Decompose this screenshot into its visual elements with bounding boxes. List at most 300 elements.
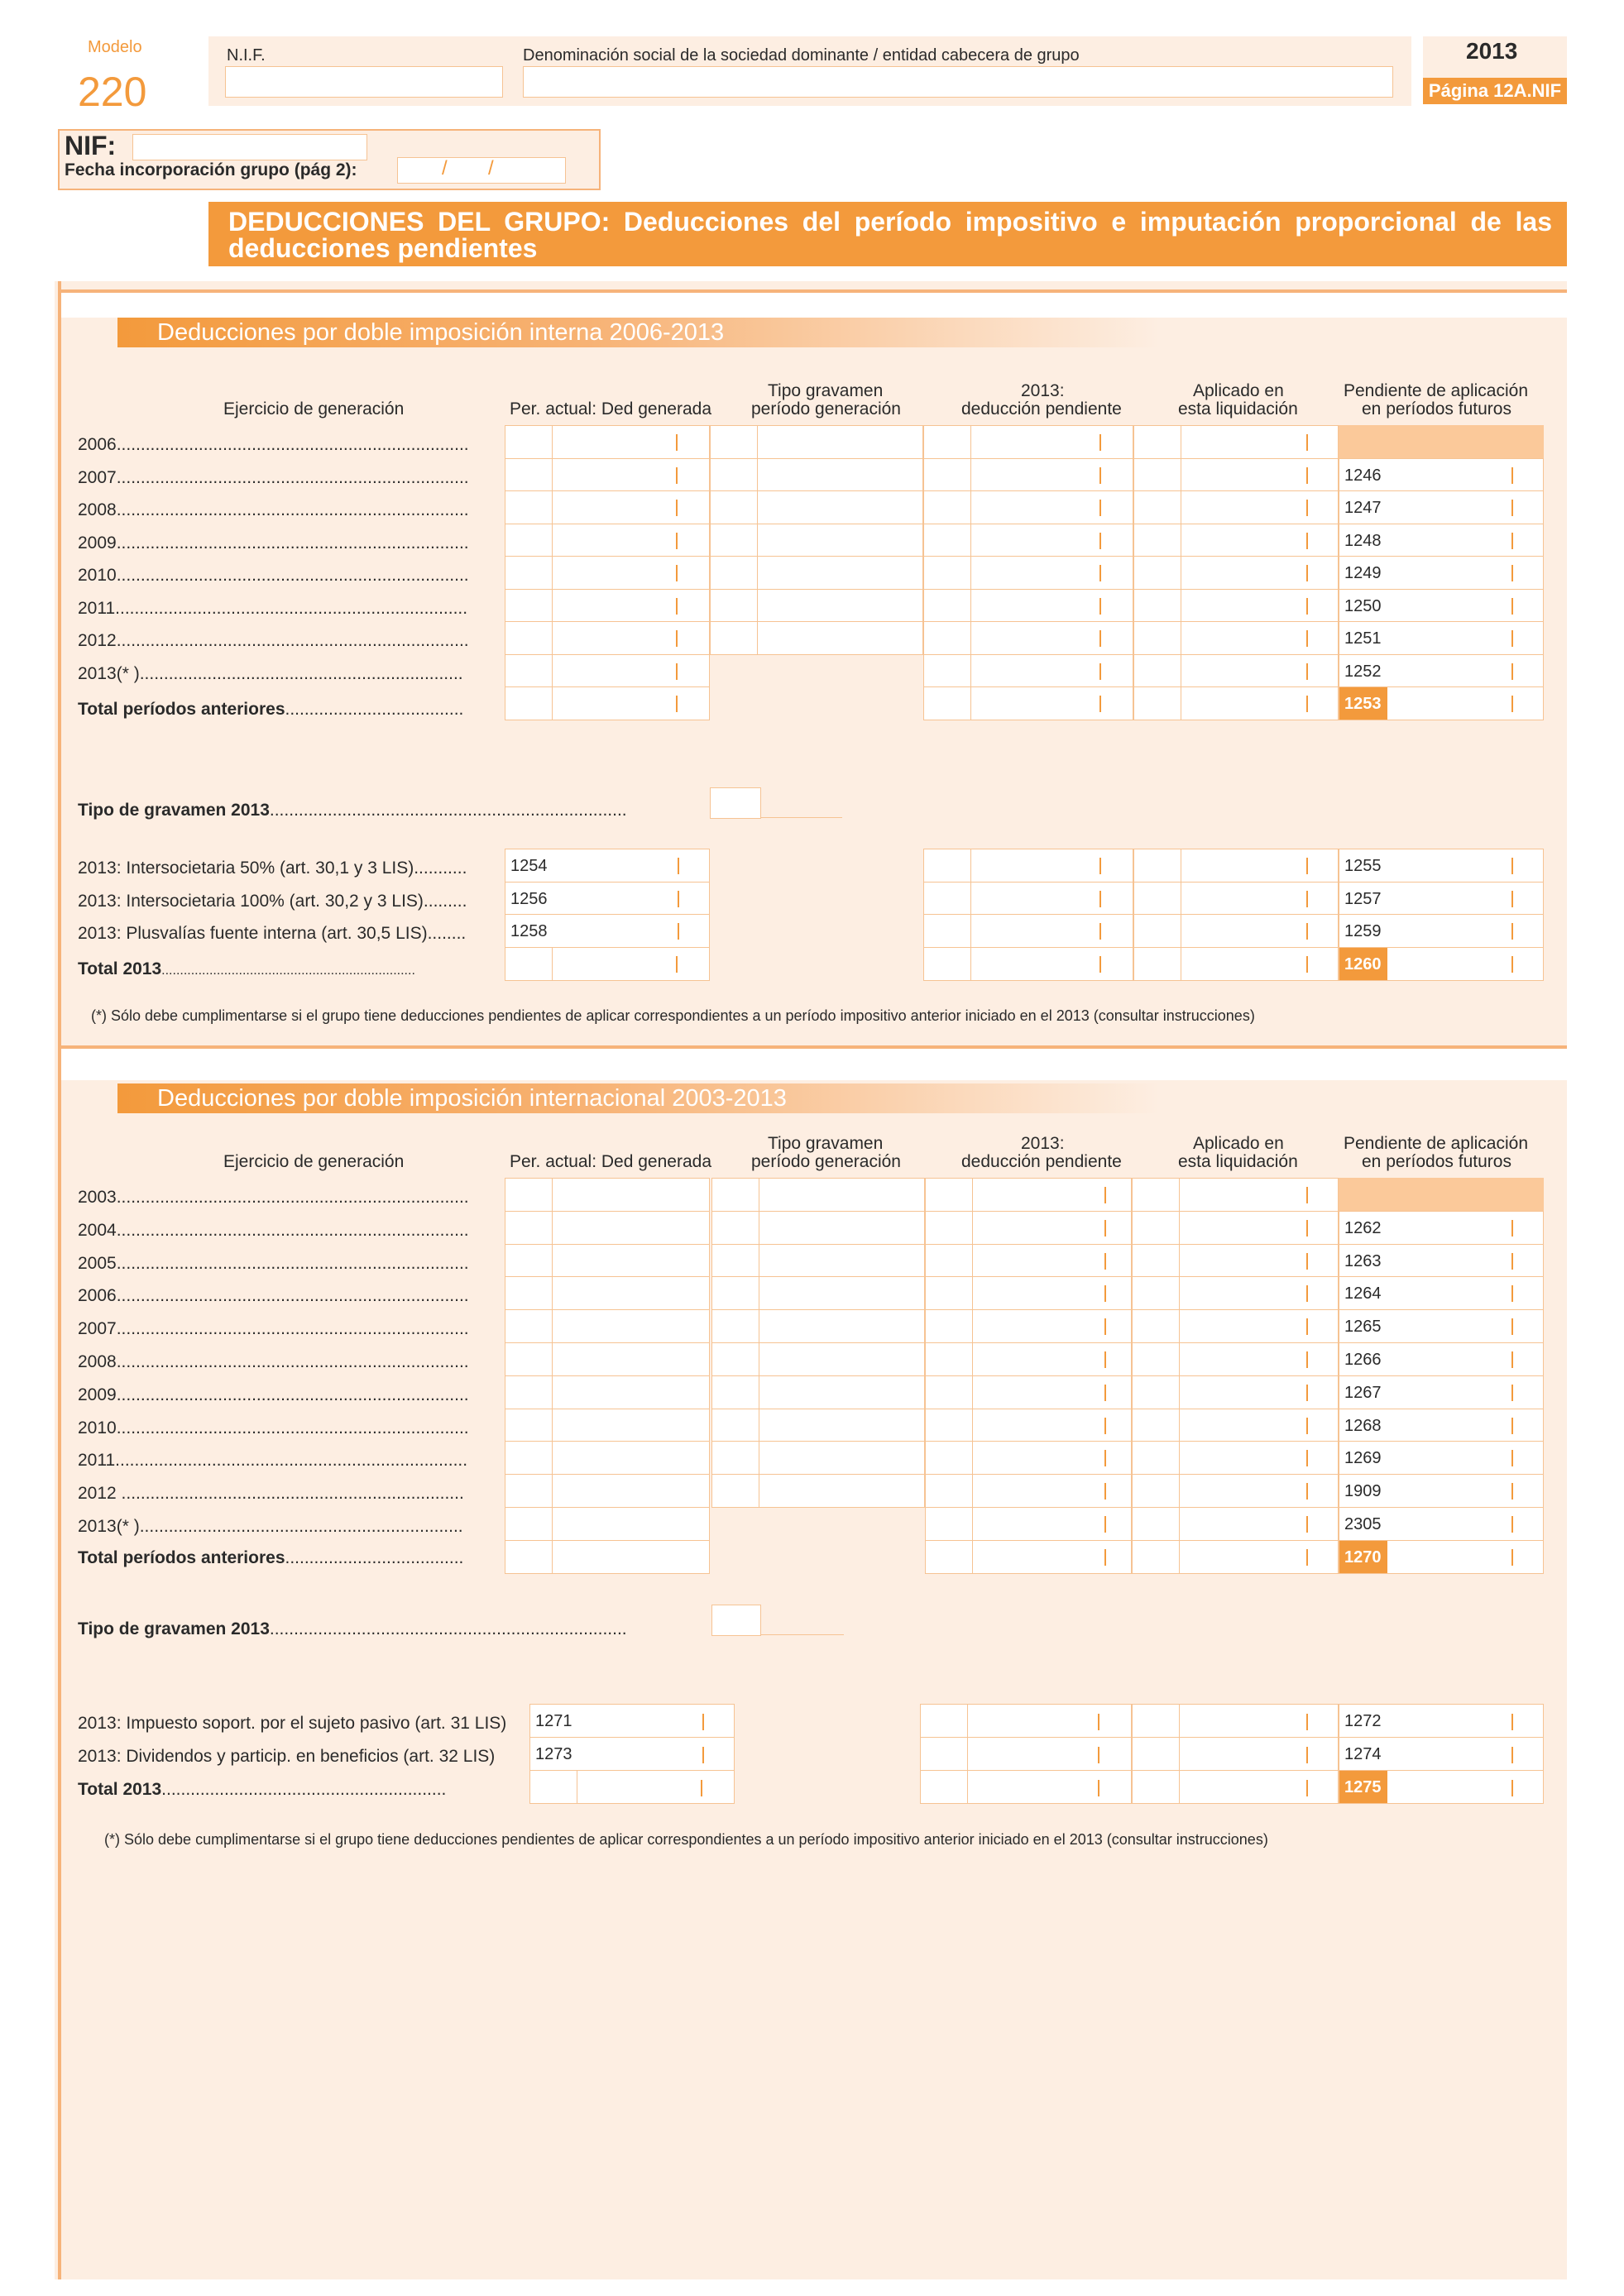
s1-tipo-dots: ..........................................................................	[269, 801, 627, 820]
s1-2013-aplicado-tick	[1306, 891, 1308, 907]
s1-deduccion-pendiente-input[interactable]	[923, 490, 1133, 524]
s2-aplicado-input-cell-divider	[1179, 1442, 1180, 1474]
s2-tipo-periodo-input[interactable]	[711, 1474, 925, 1508]
s1-per-actual-input[interactable]	[505, 458, 710, 492]
s2-per-actual-input[interactable]	[505, 1342, 710, 1376]
s2-total2013-deduccion[interactable]	[920, 1770, 1132, 1804]
s1-2013-ded-generada[interactable]	[505, 914, 710, 948]
s2-aplicado-input-tick	[1306, 1418, 1308, 1434]
s2-pendiente-input[interactable]	[1339, 1244, 1544, 1278]
s2-2013-aplicado-cell-divider	[1179, 1738, 1180, 1770]
s2-pendiente-input-tick	[1511, 1253, 1513, 1270]
s2-tipo-underline	[761, 1634, 844, 1635]
s2-pendiente-input-tick	[1511, 1385, 1513, 1401]
s2-aplicado-input[interactable]	[1132, 1507, 1339, 1541]
s1-total2013-ded-generada-cell-divider	[552, 948, 553, 980]
nif-block-input[interactable]	[132, 134, 367, 160]
s1-total-per-actual[interactable]	[505, 686, 710, 720]
s2-total2013-label	[78, 1780, 446, 1800]
s1-per-actual-input-cell-divider	[552, 426, 553, 458]
s2-2013-aplicado[interactable]	[1132, 1704, 1339, 1738]
nif-input[interactable]	[225, 66, 503, 98]
s1-2013-deduccion-tick	[1099, 891, 1101, 907]
s1-total2013-text: Total 2013	[78, 959, 162, 978]
s1-col-ejercicio: Ejercicio de generación	[223, 399, 405, 419]
s1-deduccion-pendiente-input-tick	[1099, 598, 1101, 615]
s1-tipo-input[interactable]	[710, 787, 761, 819]
s1-pendiente-input-code: 1251	[1344, 629, 1382, 648]
s1-per-actual-input[interactable]	[505, 490, 710, 524]
s2-total-per-actual-cell-divider	[552, 1541, 553, 1573]
s2-pendiente-input[interactable]	[1339, 1211, 1544, 1245]
s2-deduccion-pendiente-input[interactable]	[925, 1244, 1132, 1278]
s1-deduccion-pendiente-input-tick	[1099, 663, 1101, 680]
s1-total2013-pendiente[interactable]	[1339, 947, 1544, 981]
s2-2013-row-label: 2013: Dividendos y particip. en beneficios (art. 32 LIS)	[78, 1747, 496, 1766]
s1-pendiente-input-tick	[1511, 565, 1513, 581]
s1-deduccion-pendiente-input-tick	[1099, 565, 1101, 581]
s2-2013-aplicado-tick	[1306, 1747, 1308, 1763]
s2-2013-pendiente-tick	[1511, 1714, 1513, 1730]
s1-col-pendiente-1: Pendiente de aplicación	[1344, 381, 1529, 400]
s1-per-actual-input[interactable]	[505, 589, 710, 623]
s1-pendiente-input[interactable]	[1339, 556, 1544, 590]
s2-deduccion-pendiente-input[interactable]	[925, 1342, 1132, 1376]
s2-col-pendiente-1: Pendiente de aplicación	[1344, 1134, 1529, 1153]
s1-2013-pendiente-code: 1259	[1344, 922, 1382, 940]
s2-tipo-periodo-input[interactable]	[711, 1375, 925, 1409]
s1-total2013-deduccion-tick	[1099, 956, 1101, 973]
page-label: Página 12A.NIF	[1423, 78, 1567, 104]
s1-aplicado-input-tick	[1306, 598, 1308, 615]
s2-tipo-periodo-input[interactable]	[711, 1276, 925, 1310]
s1-2013-ded-generada-tick	[678, 923, 679, 940]
s1-col-aplicado-1: Aplicado en	[1193, 381, 1284, 400]
s2-2013-ded-generada[interactable]	[529, 1704, 735, 1738]
s2-pendiente-input[interactable]	[1339, 1375, 1544, 1409]
s1-deduccion-pendiente-input-tick	[1099, 500, 1101, 516]
s1-2013-pendiente[interactable]	[1339, 849, 1544, 883]
s2-per-actual-input-cell-divider	[552, 1475, 553, 1507]
s1-total-deduccion[interactable]	[923, 686, 1133, 720]
s2-per-actual-input[interactable]	[505, 1276, 710, 1310]
s2-aplicado-input-cell-divider	[1179, 1343, 1180, 1375]
s2-total2013-dots: ...........................................................	[161, 1780, 447, 1799]
s2-aplicado-input[interactable]	[1132, 1441, 1339, 1475]
s1-2013-aplicado[interactable]	[1133, 882, 1339, 916]
s2-aplicado-input-tick	[1306, 1385, 1308, 1401]
s2-2013-deduccion-tick	[1098, 1714, 1099, 1730]
s2-pendiente-input[interactable]	[1339, 1474, 1544, 1508]
nif-block-label: NIF:	[65, 131, 117, 160]
s2-aplicado-input[interactable]	[1132, 1309, 1339, 1343]
s2-pendiente-input-tick	[1511, 1351, 1513, 1368]
s2-row-label: 2008.........................................................................	[78, 1352, 469, 1371]
s2-total-deduccion[interactable]	[925, 1540, 1132, 1574]
s1-row-label: 2011.........................................................................	[78, 599, 468, 618]
s2-row-label: 2006.........................................................................	[78, 1286, 469, 1305]
s2-tipo-periodo-input[interactable]	[711, 1342, 925, 1376]
s2-aplicado-input-cell-divider	[1179, 1409, 1180, 1442]
s2-deduccion-pendiente-input-tick	[1104, 1318, 1106, 1335]
s1-deduccion-pendiente-input-tick	[1099, 533, 1101, 549]
s1-row-label: 2012.........................................................................	[78, 631, 469, 650]
s1-per-actual-input-tick	[676, 663, 678, 680]
s2-pendiente-input-code: 1267	[1344, 1384, 1382, 1402]
s2-tipo-periodo-input[interactable]	[711, 1441, 925, 1475]
s1-aplicado-input[interactable]	[1133, 524, 1339, 557]
s2-deduccion-pendiente-input[interactable]	[925, 1276, 1132, 1310]
s1-deduccion-pendiente-input-tick	[1099, 434, 1101, 451]
s1-total2013-aplicado[interactable]	[1133, 947, 1339, 981]
s2-per-actual-input[interactable]	[505, 1244, 710, 1278]
s1-total-deduccion-cell-divider	[970, 687, 971, 720]
s2-deduccion-pendiente-input-cell-divider	[972, 1343, 973, 1375]
s2-deduccion-pendiente-input-cell-divider	[972, 1310, 973, 1342]
s2-pendiente-input-tick	[1511, 1418, 1513, 1434]
s1-total2013-deduccion-cell-divider	[970, 948, 971, 980]
s1-aplicado-input-tick	[1306, 467, 1308, 484]
s2-2013-pendiente[interactable]	[1339, 1737, 1544, 1771]
s2-row-label: 2009.........................................................................	[78, 1385, 469, 1404]
s2-per-actual-input[interactable]	[505, 1375, 710, 1409]
s2-tipo-input[interactable]	[711, 1605, 761, 1636]
s1-row-label: 2007.........................................................................	[78, 468, 469, 487]
s1-2013-aplicado-tick	[1306, 923, 1308, 940]
s1-tipo-underline	[761, 817, 842, 818]
s2-pendiente-input[interactable]	[1339, 1409, 1544, 1442]
s1-total2013-pendiente-code: 1260	[1339, 948, 1387, 980]
s1-per-actual-input-tick	[676, 630, 678, 647]
s2-deduccion-pendiente-input-tick	[1104, 1253, 1106, 1270]
s1-total-per-actual-cell-divider	[552, 687, 553, 720]
s1-pendiente-input[interactable]	[1339, 589, 1544, 623]
s1-deduccion-pendiente-input-cell-divider	[970, 524, 971, 557]
s1-tipo-periodo-input-cell-divider	[757, 524, 758, 557]
s2-deduccion-pendiente-input[interactable]	[925, 1178, 1132, 1212]
s2-aplicado-input-tick	[1306, 1285, 1308, 1302]
s2-deduccion-pendiente-input-cell-divider	[972, 1508, 973, 1540]
s2-2013-deduccion[interactable]	[920, 1737, 1132, 1771]
s1-tipo-periodo-input[interactable]	[710, 458, 923, 492]
s2-aplicado-input[interactable]	[1132, 1342, 1339, 1376]
s1-aplicado-input[interactable]	[1133, 490, 1339, 524]
s1-pendiente-input-code: 1247	[1344, 499, 1382, 517]
s1-2013-pendiente-code: 1257	[1344, 890, 1382, 908]
s2-pendiente-input[interactable]	[1339, 1507, 1544, 1541]
form-left-rule	[58, 281, 61, 2279]
s2-2013-pendiente-tick	[1511, 1747, 1513, 1763]
s1-pendiente-input[interactable]	[1339, 490, 1544, 524]
s1-pendiente-input-code: 1246	[1344, 466, 1382, 485]
s2-pendiente-input-code: 1262	[1344, 1219, 1382, 1237]
s1-aplicado-input-tick	[1306, 533, 1308, 549]
s1-2013-row-label: 2013: Intersocietaria 100% (art. 30,2 y 3 LIS).........	[78, 892, 467, 911]
s1-total-pendiente-tick	[1511, 696, 1513, 712]
s1-total-aplicado[interactable]	[1133, 686, 1339, 720]
s2-deduccion-pendiente-input-tick	[1104, 1385, 1106, 1401]
s2-total-aplicado-tick	[1306, 1549, 1308, 1566]
s1-deduccion-pendiente-input[interactable]	[923, 654, 1133, 688]
s1-2013-pendiente[interactable]	[1339, 914, 1544, 948]
s2-deduccion-pendiente-input-tick	[1104, 1187, 1106, 1203]
s1-tipo-label	[78, 801, 627, 820]
s2-per-actual-input-cell-divider	[552, 1245, 553, 1277]
s2-pendiente-input[interactable]	[1339, 1441, 1544, 1475]
s2-tipo-periodo-input[interactable]	[711, 1178, 925, 1212]
s2-deduccion-pendiente-input-tick	[1104, 1220, 1106, 1236]
s2-per-actual-input[interactable]	[505, 1211, 710, 1245]
s1-2013-ded-generada-tick	[678, 891, 679, 907]
s2-col-ejercicio: Ejercicio de generación	[223, 1152, 405, 1171]
s1-per-actual-input-tick	[676, 467, 678, 484]
s2-aplicado-input-tick	[1306, 1450, 1308, 1466]
s2-2013-ded-generada-code: 1273	[535, 1745, 572, 1763]
section2-top-gap	[61, 1049, 1567, 1080]
s2-tipo-periodo-input[interactable]	[711, 1211, 925, 1245]
s1-total-dots: .....................................	[285, 700, 464, 719]
s1-tipo-periodo-input-cell-divider	[757, 491, 758, 524]
s2-2013-aplicado[interactable]	[1132, 1737, 1339, 1771]
s1-deduccion-pendiente-input[interactable]	[923, 425, 1133, 459]
s2-pendiente-input-tick	[1511, 1318, 1513, 1335]
s1-2013-deduccion[interactable]	[923, 882, 1133, 916]
s2-per-actual-input-cell-divider	[552, 1409, 553, 1442]
s2-pendiente-input-tick	[1511, 1285, 1513, 1302]
s1-total2013-pendiente-tick	[1511, 956, 1513, 973]
s1-total-pendiente[interactable]	[1339, 686, 1544, 720]
s1-total-pendiente-code: 1253	[1339, 687, 1387, 720]
s2-per-actual-input[interactable]	[505, 1178, 710, 1212]
s1-tipo-periodo-input[interactable]	[710, 621, 923, 655]
s1-2013-deduccion-cell-divider	[970, 849, 971, 882]
s1-pendiente-input[interactable]	[1339, 458, 1544, 492]
s1-deduccion-pendiente-input-cell-divider	[970, 459, 971, 491]
s2-pendiente-input-tick	[1511, 1220, 1513, 1236]
s1-pendiente-input[interactable]	[1339, 654, 1544, 688]
s2-tipo-periodo-input[interactable]	[711, 1309, 925, 1343]
s2-pendiente-input-tick	[1511, 1483, 1513, 1500]
s1-tipo-periodo-input-cell-divider	[757, 590, 758, 622]
s2-2013-ded-generada-tick	[702, 1714, 704, 1730]
s1-tipo-periodo-input[interactable]	[710, 589, 923, 623]
s2-pendiente-input[interactable]	[1339, 1276, 1544, 1310]
s1-total2013-ded-generada-tick	[676, 956, 678, 973]
s2-total-pendiente[interactable]	[1339, 1540, 1544, 1574]
s2-deduccion-pendiente-input-cell-divider	[972, 1245, 973, 1277]
s2-total-dots: .....................................	[285, 1548, 464, 1567]
s2-aplicado-input[interactable]	[1132, 1409, 1339, 1442]
s2-total2013-pendiente[interactable]	[1339, 1770, 1544, 1804]
s1-per-actual-input-tick	[676, 500, 678, 516]
fecha-incorporacion-input[interactable]	[397, 157, 566, 184]
s1-tipo-periodo-input[interactable]	[710, 524, 923, 557]
s2-aplicado-input[interactable]	[1132, 1375, 1339, 1409]
s1-aplicado-input[interactable]	[1133, 458, 1339, 492]
s2-pendiente-input[interactable]	[1339, 1309, 1544, 1343]
s2-aplicado-input-cell-divider	[1179, 1212, 1180, 1244]
s1-deduccion-pendiente-input[interactable]	[923, 621, 1133, 655]
s1-tipo-periodo-input[interactable]	[710, 556, 923, 590]
s1-per-actual-input[interactable]	[505, 654, 710, 688]
s2-aplicado-input[interactable]	[1132, 1474, 1339, 1508]
s1-aplicado-input-tick	[1306, 630, 1308, 647]
s1-per-actual-input-cell-divider	[552, 557, 553, 589]
s2-total-per-actual[interactable]	[505, 1540, 710, 1574]
s2-tipo-periodo-input[interactable]	[711, 1409, 925, 1442]
s1-deduccion-pendiente-input-cell-divider	[970, 590, 971, 622]
s1-tipo-periodo-input[interactable]	[710, 490, 923, 524]
s1-2013-ded-generada-code: 1254	[510, 857, 548, 875]
section1-top-gap	[61, 293, 1567, 318]
s2-per-actual-input-cell-divider	[552, 1310, 553, 1342]
s1-tipo-periodo-input[interactable]	[710, 425, 923, 459]
s2-deduccion-pendiente-input-cell-divider	[972, 1376, 973, 1409]
s1-deduccion-pendiente-input-cell-divider	[970, 622, 971, 654]
s2-aplicado-input-cell-divider	[1179, 1245, 1180, 1277]
s2-total2013-ded-generada[interactable]	[529, 1770, 735, 1804]
s1-pendiente-input[interactable]	[1339, 524, 1544, 557]
s1-per-actual-input[interactable]	[505, 524, 710, 557]
s2-total-aplicado[interactable]	[1132, 1540, 1339, 1574]
date-separator-2: /	[488, 157, 494, 179]
s2-per-actual-input[interactable]	[505, 1507, 710, 1541]
s1-total-label	[78, 700, 463, 720]
s1-aplicado-input[interactable]	[1133, 556, 1339, 590]
s2-aplicado-input[interactable]	[1132, 1244, 1339, 1278]
s2-per-actual-input[interactable]	[505, 1441, 710, 1475]
s2-per-actual-input[interactable]	[505, 1409, 710, 1442]
s1-2013-ded-generada[interactable]	[505, 849, 710, 883]
s1-deduccion-pendiente-input-tick	[1099, 630, 1101, 647]
s2-pendiente-input[interactable]	[1339, 1342, 1544, 1376]
s1-deduccion-pendiente-input-cell-divider	[970, 491, 971, 524]
s2-deduccion-pendiente-input[interactable]	[925, 1507, 1132, 1541]
s1-per-actual-input[interactable]	[505, 621, 710, 655]
s2-deduccion-pendiente-input-cell-divider	[972, 1409, 973, 1442]
modelo-label: Modelo	[88, 38, 142, 56]
s2-pendiente-input-code: 1264	[1344, 1284, 1382, 1303]
s1-2013-deduccion[interactable]	[923, 914, 1133, 948]
s2-pendiente-input-code: 1269	[1344, 1449, 1382, 1467]
s1-per-actual-input-cell-divider	[552, 655, 553, 687]
s2-pendiente-input-code: 1265	[1344, 1318, 1382, 1336]
s2-deduccion-pendiente-input[interactable]	[925, 1409, 1132, 1442]
s1-per-actual-input-cell-divider	[552, 524, 553, 557]
s1-2013-deduccion-cell-divider	[970, 915, 971, 947]
s2-deduccion-pendiente-input[interactable]	[925, 1309, 1132, 1343]
s2-per-actual-input-cell-divider	[552, 1212, 553, 1244]
s1-per-actual-input-tick	[676, 533, 678, 549]
s1-total2013-deduccion[interactable]	[923, 947, 1133, 981]
s1-per-actual-input-tick	[676, 598, 678, 615]
s2-deduccion-pendiente-input-tick	[1104, 1285, 1106, 1302]
s2-deduccion-pendiente-input[interactable]	[925, 1474, 1132, 1508]
s1-2013-pendiente-code: 1255	[1344, 857, 1382, 875]
s2-2013-ded-generada[interactable]	[529, 1737, 735, 1771]
s2-deduccion-pendiente-input[interactable]	[925, 1441, 1132, 1475]
s2-2013-deduccion[interactable]	[920, 1704, 1132, 1738]
s2-aplicado-input-cell-divider	[1179, 1376, 1180, 1409]
s1-2013-pendiente[interactable]	[1339, 882, 1544, 916]
s2-deduccion-pendiente-input[interactable]	[925, 1211, 1132, 1245]
s1-aplicado-input[interactable]	[1133, 654, 1339, 688]
s2-aplicado-input-cell-divider	[1179, 1310, 1180, 1342]
s1-2013-aplicado[interactable]	[1133, 849, 1339, 883]
s1-deduccion-pendiente-input-cell-divider	[970, 557, 971, 589]
s2-total2013-aplicado[interactable]	[1132, 1770, 1339, 1804]
s2-deduccion-pendiente-input-cell-divider	[972, 1277, 973, 1309]
s1-per-actual-input[interactable]	[505, 556, 710, 590]
s2-aplicado-input[interactable]	[1132, 1276, 1339, 1310]
s2-aplicado-input-tick	[1306, 1351, 1308, 1368]
s1-total-label-text: Total períodos anteriores	[78, 700, 285, 719]
s2-per-actual-input[interactable]	[505, 1309, 710, 1343]
s2-2013-pendiente-code: 1272	[1344, 1712, 1382, 1730]
s2-total-deduccion-tick	[1104, 1549, 1106, 1566]
s1-total2013-ded-generada[interactable]	[505, 947, 710, 981]
s1-pendiente-input-code: 1248	[1344, 532, 1382, 550]
s1-tipo-periodo-input-cell-divider	[757, 459, 758, 491]
s2-aplicado-input-tick	[1306, 1187, 1308, 1203]
s2-2013-pendiente[interactable]	[1339, 1704, 1544, 1738]
s1-aplicado-input[interactable]	[1133, 425, 1339, 459]
s1-deduccion-pendiente-input[interactable]	[923, 458, 1133, 492]
s2-aplicado-input[interactable]	[1132, 1211, 1339, 1245]
s1-col-pendiente-2: en períodos futuros	[1362, 399, 1511, 419]
s2-total2013-text: Total 2013	[78, 1780, 162, 1799]
s1-per-actual-input-cell-divider	[552, 622, 553, 654]
s1-2013-deduccion[interactable]	[923, 849, 1133, 883]
s2-per-actual-input[interactable]	[505, 1474, 710, 1508]
s2-footnote: (*) Sólo debe cumplimentarse si el grupo tiene deducciones pendientes de aplicar correspondientes a un período impositivo anterior iniciado en el 2013 (consultar instrucciones)	[104, 1831, 1268, 1848]
s2-tipo-periodo-input[interactable]	[711, 1244, 925, 1278]
s2-deduccion-pendiente-input-cell-divider	[972, 1212, 973, 1244]
s1-pendiente-input[interactable]	[1339, 621, 1544, 655]
s2-deduccion-pendiente-input[interactable]	[925, 1375, 1132, 1409]
s2-pendiente-input-code: 1263	[1344, 1252, 1382, 1270]
s2-deduccion-pendiente-input-tick	[1104, 1450, 1106, 1466]
modelo-number: 220	[78, 69, 147, 115]
s2-row-label: 2007.........................................................................	[78, 1319, 469, 1338]
s1-2013-ded-generada-code: 1256	[510, 890, 548, 908]
s1-2013-ded-generada[interactable]	[505, 882, 710, 916]
s2-total2013-aplicado-tick	[1306, 1780, 1308, 1796]
s1-2013-aplicado[interactable]	[1133, 914, 1339, 948]
s1-per-actual-input[interactable]	[505, 425, 710, 459]
s2-pendiente-input-code: 2305	[1344, 1515, 1382, 1533]
s1-aplicado-input[interactable]	[1133, 621, 1339, 655]
s2-per-actual-input-cell-divider	[552, 1179, 553, 1211]
s1-aplicado-input[interactable]	[1133, 589, 1339, 623]
s2-total-pendiente-code: 1270	[1339, 1541, 1387, 1573]
s2-aplicado-input[interactable]	[1132, 1178, 1339, 1212]
s1-deduccion-pendiente-input[interactable]	[923, 524, 1133, 557]
s2-deduccion-pendiente-input-tick	[1104, 1483, 1106, 1500]
denominacion-input[interactable]	[523, 66, 1393, 98]
s2-total-label	[78, 1548, 463, 1568]
s1-col-tipo-1: Tipo gravamen	[768, 381, 884, 400]
s1-col-tipo-2: período generación	[751, 399, 901, 419]
s1-deduccion-pendiente-input[interactable]	[923, 556, 1133, 590]
s1-deduccion-pendiente-input[interactable]	[923, 589, 1133, 623]
s1-pendiente-shaded	[1339, 425, 1544, 459]
s1-tipo-periodo-input-cell-divider	[757, 622, 758, 654]
s2-total2013-deduccion-cell-divider	[967, 1771, 968, 1803]
s2-2013-row-label: 2013: Impuesto soport. por el sujeto pasivo (art. 31 LIS)	[78, 1714, 507, 1733]
s2-aplicado-input-tick	[1306, 1318, 1308, 1335]
s2-deduccion-pendiente-input-tick	[1104, 1418, 1106, 1434]
